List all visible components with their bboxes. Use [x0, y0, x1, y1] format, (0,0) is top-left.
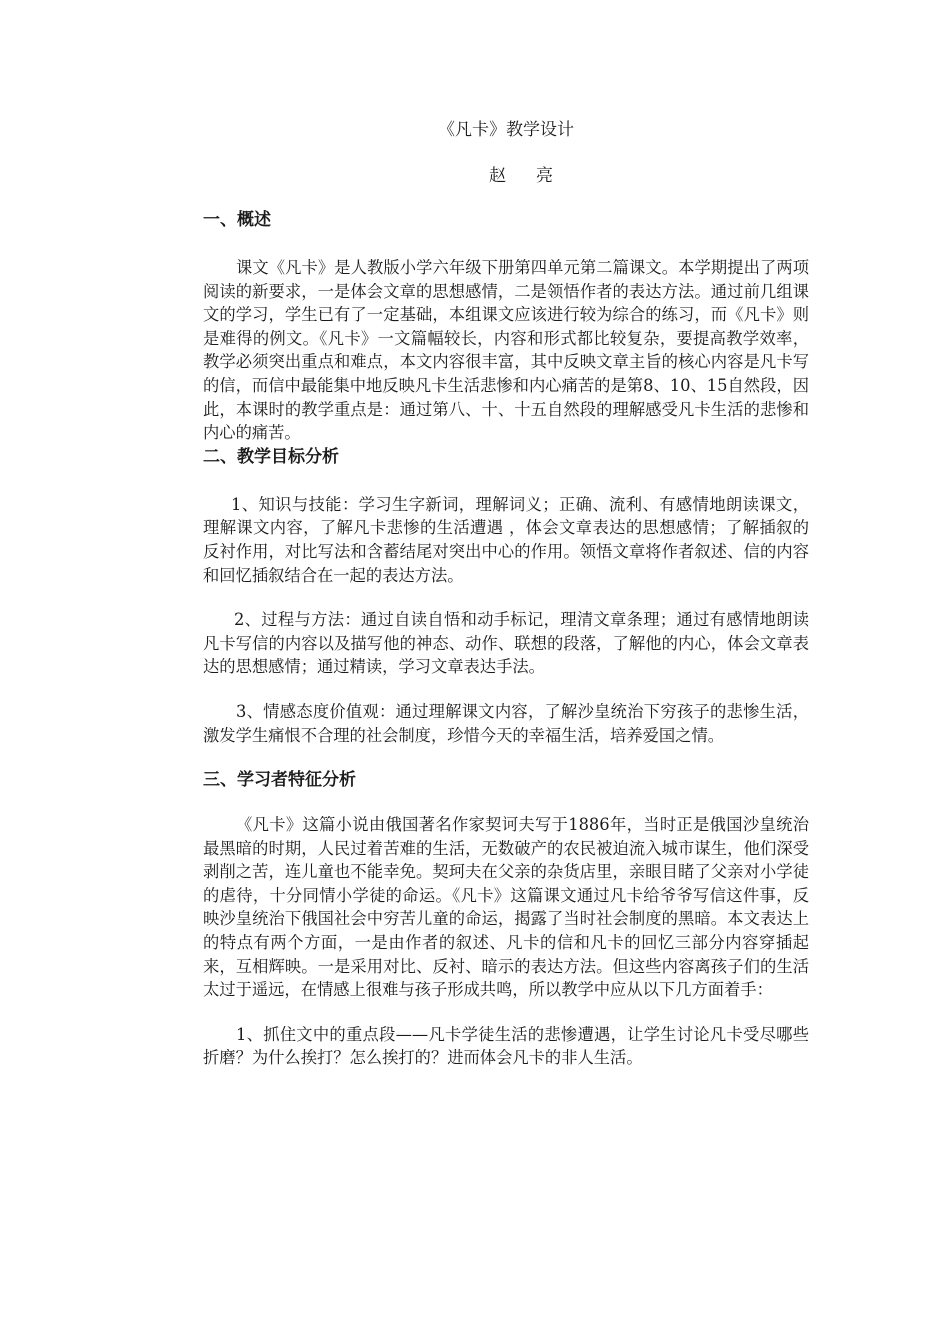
spacer — [203, 747, 809, 768]
spacer — [203, 1002, 809, 1023]
spacer — [203, 792, 809, 813]
spacer — [203, 679, 809, 700]
spacer — [203, 469, 809, 493]
section-heading-overview: 一、概述 — [203, 210, 271, 230]
paragraph-goal-emotion: 3、情感态度价值观：通过理解课文内容，了解沙皇统治下穷孩子的悲惨生活，激发学生痛恨不合理的社会制度，珍惜今天的幸福生活，培养爱国之情。 — [203, 701, 809, 745]
document-title: 《凡卡》教学设计 — [438, 120, 574, 140]
section-heading-learner: 三、学习者特征分析 — [203, 770, 356, 791]
paragraph-goal-knowledge: 1、知识与技能：学习生字新词，理解词义；正确、流利、有感情地朗读课文，理解课文内容，了解凡卡悲惨的生活遭遇 ，体会文章表达的思想感情；了解插叙的反衬作用，对比写法和含蓄结尾对突出中心的作用。领悟文章将作者叙述、信的内容和回忆插叙结合在一起的表达方法。 — [203, 494, 809, 585]
paragraph-overview: 课文《凡卡》是人教版小学六年级下册第四单元第二篇课文。本学期提出了两项阅读的新要求，一是体会文章的思想感情，二是领悟作者的表达方法。通过前几组课文的学习，学生已有了一定基础，本组课文应该进行较为综合的练习，而《凡卡》则是难得的例文。《凡卡》一文篇幅较长，内容和形式都比较复杂，要提高教学效率，教学必须突出重点和难点，本文内容很丰富，其中反映文章主旨的核心内容是凡卡写的信，而信中最能集中地反映凡卡生活悲惨和内心痛苦的是第8、10、15自然段，因此，本课时的教学重点是：通过第八、十、十五自然段的理解感受凡卡生活的悲惨和内心的痛苦。 — [203, 258, 809, 443]
paragraph-learner-analysis: 《凡卡》这篇小说由俄国著名作家契诃夫写于1886年，当时正是俄国沙皇统治最黑暗的时期，人民过着苦难的生活，无数破产的农民被迫流入城市谋生，他们深受剥削之苦，连儿童也不能幸免。契珂夫在父亲的杂货店里，亲眼目睹了父亲对小学徒的虐待，十分同情小学徒的命运。《凡卡》这篇课文通过凡卡给爷爷写信这件事，反映沙皇统治下俄国社会中穷苦儿童的命运，揭露了当时社会制度的黑暗。本文表达上的特点有两个方面，一是由作者的叙述、凡卡的信和凡卡的回忆三部分内容穿插起来，互相辉映。一是采用对比、反衬、暗示的表达方法。但这些内容离孩子们的生活太过于遥远，在情感上很难与孩子形成共鸣，所以教学中应从以下几方面着手： — [203, 815, 809, 1000]
spacer — [203, 587, 809, 608]
document-page — [203, 118, 809, 1070]
paragraph-learner-point-1: 1、抓住文中的重点段——凡卡学徒生活的悲惨遭遇，让学生讨论凡卡受尽哪些折磨？为什么挨打？怎么挨打的？进而体会凡卡的非人生活。 — [203, 1024, 809, 1068]
spacer — [203, 232, 809, 256]
paragraph-goal-process: 2、过程与方法：通过自读自悟和动手标记，理清文章条理；通过有感情地朗读凡卡写信的内容以及描写他的神态、动作、联想的段落，了解他的内心，体会文章表达的思想感情；通过精读，学习文章表达手法。 — [203, 610, 809, 677]
section-heading-goals: 二、教学目标分析 — [203, 446, 339, 467]
document-author: 赵亮 — [489, 166, 583, 186]
